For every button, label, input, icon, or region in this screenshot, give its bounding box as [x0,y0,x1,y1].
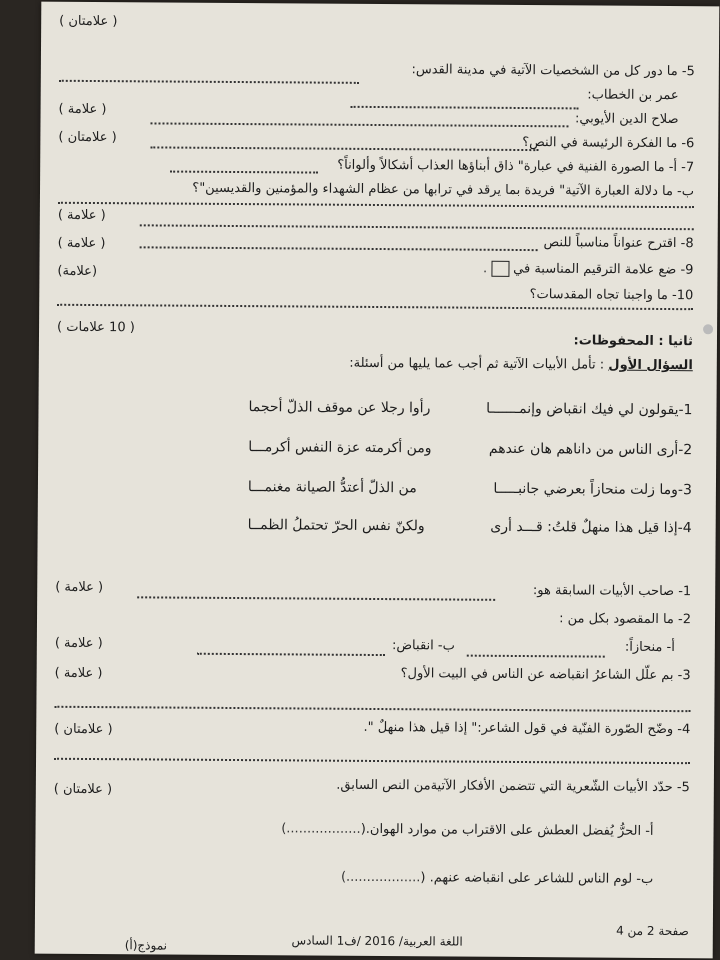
marks-label: ( علامتان ) [58,129,117,146]
answer-line [351,106,579,110]
marks-label: ( علامة ) [57,235,106,252]
verse-second-hemistich: ومن أكرمته عزة النفس أكرمـــا [248,439,432,457]
marks-label: ( علامتان ) [53,781,113,798]
subquestion-3: 3- بم علّل الشاعرُ انقباضه عن الناس في البيت الأول؟ [400,666,691,684]
verse-number: 4- [677,520,692,537]
answer-line [58,202,694,208]
question-7b: ب- ما دلالة العبارة الآتية" فريدة بما يرقد في ترابها من عظام الشهداء والمؤمنين والقديسين"؟ [192,180,695,200]
verse-second-hemistich: رأوا رجلا عن موقف الذلّ أحجما [248,399,431,417]
question-6: 6- ما الفكرة الرئيسة في النص؟ [522,135,695,152]
subquestion-2: 2- ما المقصود بكل من : [559,611,692,628]
answer-line [150,146,538,151]
subquestion-5b-text: ب- لوم الناس للشاعر على انقباضه عنهم. ( [420,870,654,887]
punctuation-box [491,261,509,277]
answer-line [54,758,690,764]
exam-page [35,2,720,959]
question-7a: 7- أ- ما الصورة الفنية في عبارة" ذاق أبناؤها العذاب أشكالاً وألواناً؟ [337,157,695,176]
verse-first-hemistich [490,519,691,536]
page-number: صفحة 2 من 4 [616,923,689,939]
marks-label: ( علامة ) [57,207,106,224]
section-title: ثانيا : المحفوظات: [573,333,694,350]
subquestion-4: 4- وضّح الصّورة الفنّية في قول الشاعر:" إذا قيل هذا منهلٌ ". [363,719,691,738]
question-10: 10- ما واجبنا تجاه المقدسات؟ [529,287,694,304]
subquestion-2b: ب- انقباض: [391,638,455,654]
verse-right-text: وما زلت منحازاً بعرضي جانبـــــا [493,480,679,499]
question-5-item-1: عمر بن الخطاب: [587,87,679,104]
question-8: 8- اقترح عنواناً مناسباً للنص [543,235,694,252]
marks-label: ( علامتان ) [54,721,113,738]
question-9-text: 9- ضع علامة الترقيم المناسبة في [513,261,694,278]
verse-right-text: أرى الناس من داناهم هان عندهم [488,440,679,459]
verse-number: 3- [677,482,692,499]
answer-line [197,653,385,656]
marks-label: ( علامة ) [55,579,104,596]
marks-label: ( علامة ) [54,665,103,682]
model-label: نموذج(أ) [124,938,168,953]
question-5: 5- ما دور كل من الشخصيات الآتية في مدينة القدس: [411,62,695,80]
answer-line [150,122,568,127]
verse-number: 2- [678,442,693,459]
subquestion-1: 1- صاحب الأبيات السابقة هو: [532,583,692,600]
subquestion-5b: ب- لوم الناس للشاعر على انقباضه عنهم. (..................) [340,869,654,887]
marks-label: ( 10 علامات ) [57,319,135,336]
verse-second-hemistich: ولكنّ نفس الحرّ تحتملُ الظمــا [247,517,425,535]
answer-line [467,655,605,658]
question-5-item-2: صلاح الدين الأيوبي: [574,111,679,128]
verse-right-text: إذا قيل هذا منهلٌ قلتُ: قـــد أرى [490,518,678,537]
first-question-text: : تأمل الأبيات الآتية ثم أجب عما يليها من أسئلة: [349,355,609,373]
answer-line [59,80,359,84]
marks-label: (علامة) [57,263,98,280]
verse-number: 1- [678,402,693,419]
marks-label: ( علامتان ) [59,13,118,30]
answer-line [140,246,538,251]
marks-label: ( علامة ) [58,101,107,118]
first-question-heading [349,356,693,373]
question-9: 9- ضع علامة الترقيم المناسبة في. [482,261,694,278]
subject-label: اللغة العربية/ 2016 /ف1 السادس [291,933,463,949]
answer-line [137,596,495,600]
subquestion-5: 5- حدّد الأبيات الشّعرية التي تتضمن الأفكار الآتيةمن النص السابق. [336,777,690,796]
punch-hole [703,324,713,334]
subquestion-5a-text: أ- الحرُّ يُفضل العطش على الاقتراب من موارد الهوان.( [360,821,654,839]
answer-line [170,171,318,174]
answer-line [140,224,694,230]
answer-line [54,706,690,712]
verse-first-hemistich [493,481,692,498]
answer-line [57,304,693,310]
verse-right-text: يقولون لي فيك انقباض وإنمـــــــا [486,400,679,419]
first-question-label: السؤال الأول [608,357,693,374]
subquestion-5a: أ- الحرُّ يُفضل العطش على الاقتراب من موارد الهوان.(..................) [281,821,654,839]
subquestion-2a: أ- منحازاً: [624,639,675,656]
verse-first-hemistich [486,401,692,418]
marks-label: ( علامة ) [54,635,103,652]
verse-second-hemistich: من الذلّ أعتدُّ الصيانة مغنمـــا [247,479,417,497]
verse-first-hemistich [489,441,692,458]
